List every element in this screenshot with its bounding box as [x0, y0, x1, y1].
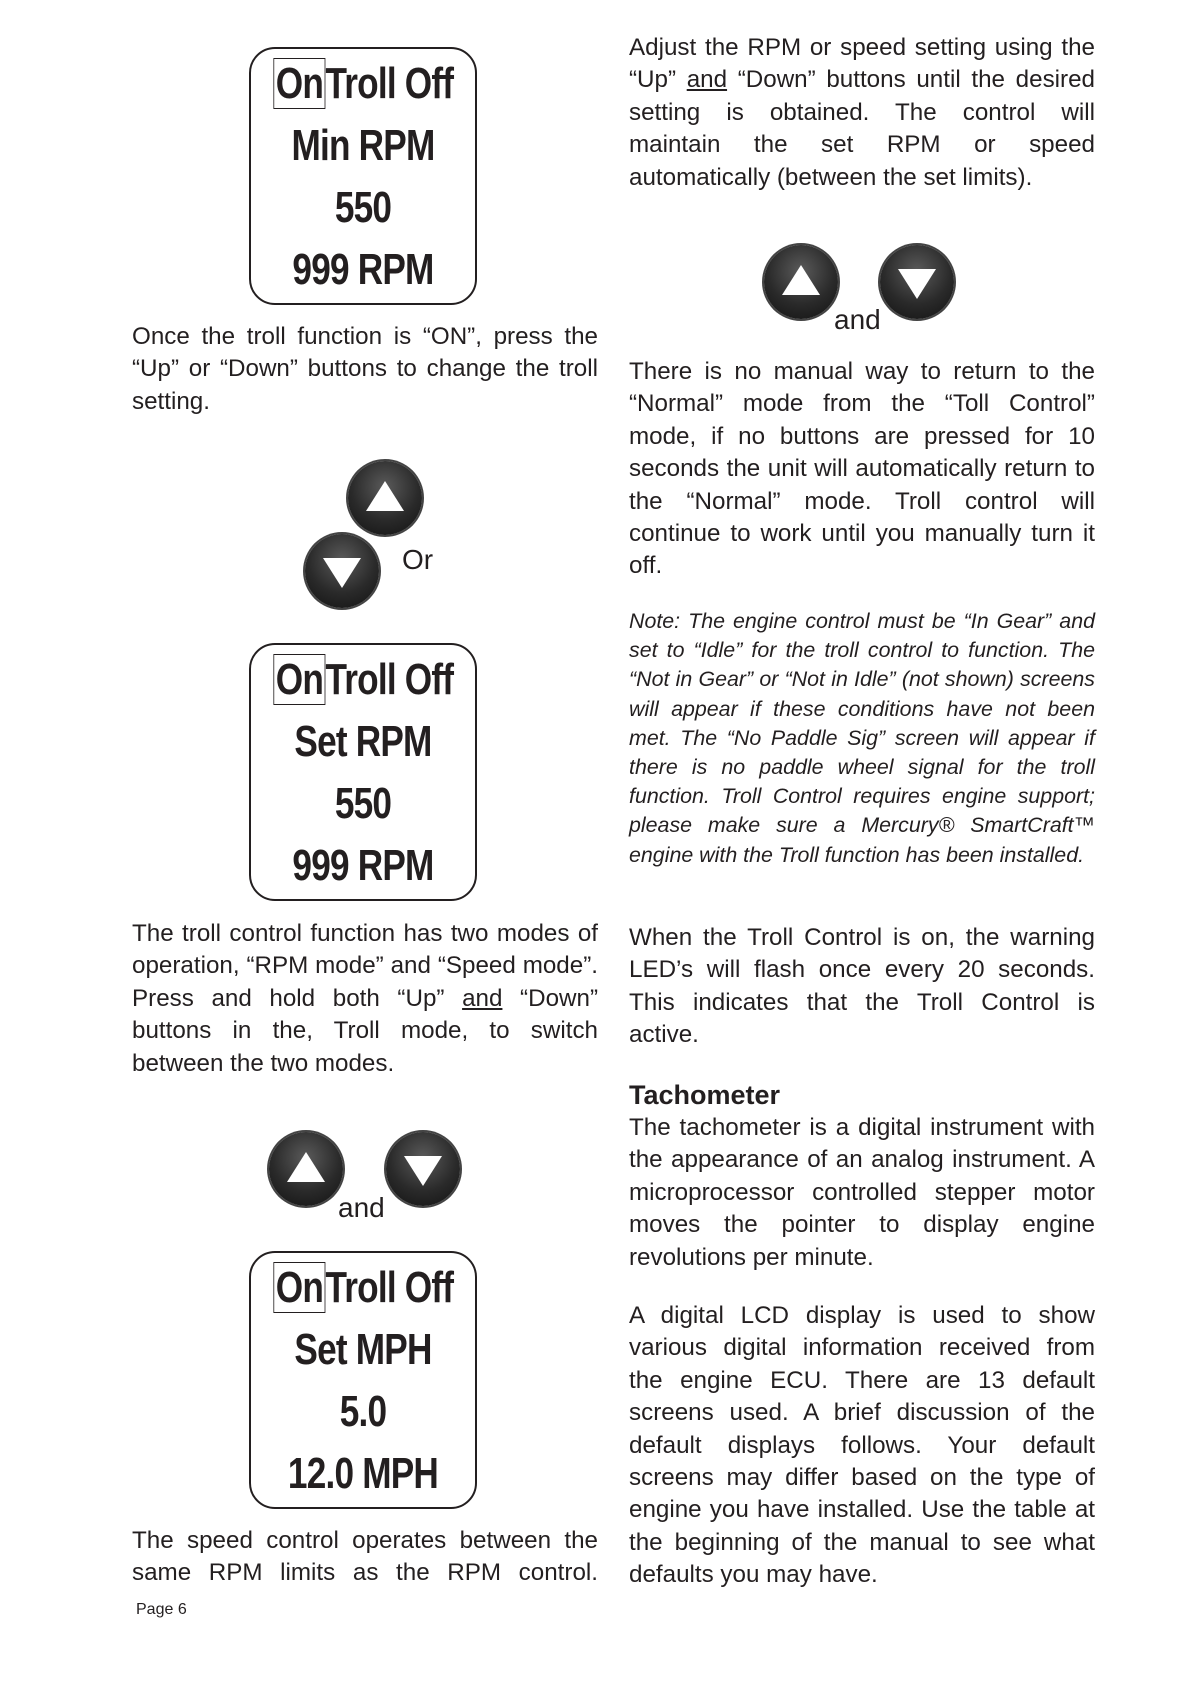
lcd-row-mode	[273, 649, 452, 711]
down-arrow-icon	[386, 1132, 460, 1206]
lcd-row-limit: 12.0 MPH	[287, 1449, 439, 1498]
up-button[interactable]	[764, 245, 838, 319]
lcd-row-label: Set RPM	[294, 717, 432, 766]
down-arrow-icon	[880, 245, 954, 319]
right-para-5: A digital LCD display is used to show various digital information received from the engine ECU. There are 13 default screens used. A brief discussion of the default displays follows. Your default screens may differ based on the type of engine you have installed. Use the table at the beginning of the manual to see what defaults you may have.	[629, 1302, 1095, 1589]
lcd-on-selected: On	[273, 1262, 325, 1313]
lcd-row-value: 5.0	[339, 1387, 387, 1436]
right-para-1-wrap	[629, 32, 1095, 194]
tachometer-heading-wrap	[629, 1079, 1095, 1111]
left-para-1: Once the troll function is “ON”, press the “Up” or “Down” buttons to change the troll setting.	[132, 323, 598, 415]
right-para-5-wrap	[629, 1300, 1095, 1592]
down-button[interactable]	[880, 245, 954, 319]
lcd-on-selected: On	[273, 58, 325, 109]
right-para-3-wrap	[629, 922, 1095, 1052]
left-para-1-wrap	[132, 321, 598, 418]
left-para-2-wrap	[132, 918, 598, 1080]
up-button[interactable]	[348, 461, 422, 535]
lcd-troll-off: Troll Off	[325, 59, 454, 108]
lcd-row-value: 550	[334, 779, 392, 828]
left-para-2-part-a: The troll control function has two modes of operation, “RPM mode” and “Speed mode”. Press and hold both “Up”	[132, 920, 598, 1012]
up-button[interactable]	[269, 1132, 343, 1206]
lcd-row-limit: 999 RPM	[292, 245, 434, 294]
lcd-row-value: 550	[334, 183, 392, 232]
lcd-row-label: Min RPM	[291, 121, 435, 170]
up-arrow-icon	[764, 245, 838, 319]
up-arrow-icon	[269, 1132, 343, 1206]
lcd-screen-min-rpm	[249, 47, 477, 305]
left-para-3-wrap	[132, 1525, 598, 1590]
lcd-screen-set-rpm	[249, 643, 477, 901]
right-para-3: When the Troll Control is on, the warning LED’s will flash once every 20 seconds. This indicates that the Troll Control is active.	[629, 924, 1095, 1049]
lcd-row-label: Set MPH	[294, 1325, 432, 1374]
right-para-1-part-a: Adjust the RPM or speed setting using the “Up”	[629, 34, 1095, 94]
lcd-row-limit: 999 RPM	[292, 841, 434, 890]
lcd-on-selected: On	[273, 654, 325, 705]
down-arrow-icon	[305, 534, 379, 608]
lcd-screen-set-mph	[249, 1251, 477, 1509]
left-para-2-and: and	[462, 984, 503, 1012]
or-label: Or	[402, 544, 434, 575]
left-para-2-part-b: “Down” buttons in the, Troll mode, to switch between the two modes.	[132, 984, 598, 1077]
lcd-row-mode	[273, 1257, 452, 1319]
right-para-4-wrap	[629, 1112, 1095, 1274]
right-para-1	[629, 32, 1095, 194]
page-number: Page 6	[136, 1601, 187, 1618]
lcd-troll-off: Troll Off	[325, 655, 454, 704]
lcd-troll-off: Troll Off	[325, 1263, 454, 1312]
right-para-2: There is no manual way to return to the “Normal” mode from the “Toll Control” mode, if no buttons are pressed for 10 seconds the unit will automatically return to the “Normal” mode. Troll control will continue to work until you manually turn it off.	[629, 358, 1095, 580]
down-button[interactable]	[386, 1132, 460, 1206]
down-button[interactable]	[305, 534, 379, 608]
right-para-4: The tachometer is a digital instrument with the appearance of an analog instrument. A microprocessor controlled stepper motor moves the pointer to display engine revolutions per minute.	[629, 1114, 1095, 1271]
and-label: and	[834, 304, 881, 335]
left-para-3: The speed control operates between the same RPM limits as the RPM control.	[132, 1527, 598, 1587]
left-para-2	[132, 918, 598, 1080]
right-note-wrap	[629, 607, 1095, 870]
section-heading-tachometer: Tachometer	[629, 1080, 781, 1110]
lcd-row-mode	[273, 53, 452, 115]
right-para-1-and: and	[686, 66, 728, 94]
right-note: Note: The engine control must be “In Gear” and set to “Idle” for the troll control to function. The “Not in Gear” or “Not in Idle” (not shown) screens will appear if these conditions have not been met. The “No Paddle Sig” screen will appear if there is no paddle wheel signal for the troll function. Troll Control requires engine support; please make sure a Mercury® SmartCraft™ engine with the Troll function has been installed.	[629, 609, 1095, 867]
and-label: and	[338, 1192, 385, 1223]
right-para-1-part-b: “Down” buttons until the desired setting is obtained. The control will maintain the set RPM or speed automatically (between the set limits).	[629, 66, 1096, 191]
up-arrow-icon	[348, 461, 422, 535]
right-para-2-wrap	[629, 356, 1095, 583]
